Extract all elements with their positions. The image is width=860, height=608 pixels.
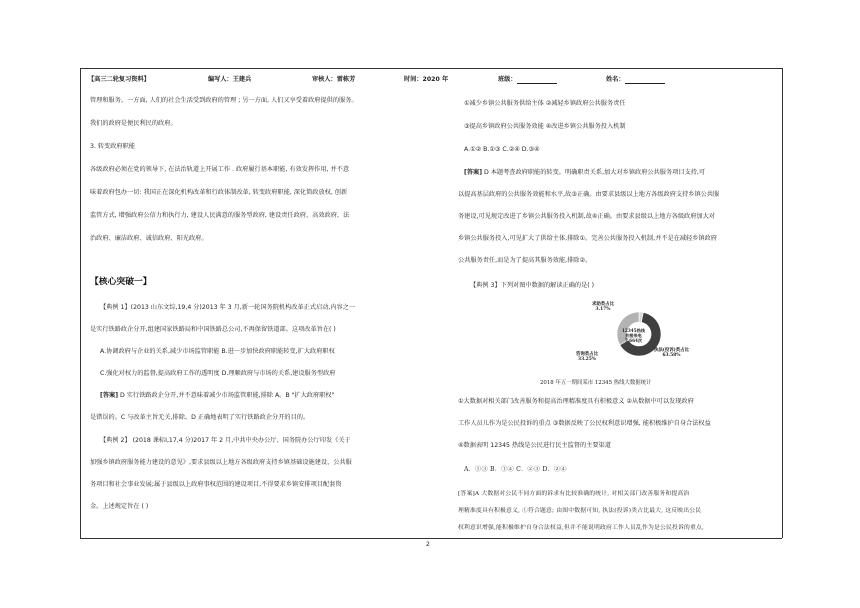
answer1-text: D 实行铁路政企分开,并不意味着减少市场监管职能,排除 A。B "扩大政府职权" bbox=[118, 392, 335, 399]
answer2-tag: [答案] bbox=[464, 169, 483, 176]
slice-label-help bbox=[592, 302, 614, 312]
left-p1-line2: 我们的政府是便民利民的政府。 bbox=[90, 120, 177, 127]
slice-enforce-name: 执法(投诉)类占比 bbox=[654, 348, 689, 353]
left-p2-line2: 味着政府包办一切: 我国正在深化机构改革和行政体制改革, 转变政府职能, 深化简政放权, 创新 bbox=[90, 189, 348, 196]
example2-line1: 【典例 2】 (2018 课标Ⅰ,17,4 分)2017 年 2 月,中共中央办公厅、国务院办公厅印发《关于 bbox=[100, 437, 351, 444]
example2-line2: 加强乡镇政府服务能力建设的意见》,要求县级以上地方各级政府支持乡镇基础设施建设、公共服 bbox=[90, 459, 352, 466]
left-p2-line3: 监管方式, 增强政府公信力和执行力, 建设人民满意的服务型政府, 建设责任政府、高效政府、法 bbox=[90, 212, 350, 219]
choices3-line: A．①③ B．①④ C．②③ D．②④ bbox=[464, 466, 567, 473]
options-line2: ③提高乡镇政府公共服务效能 ④改进乡镇公共服务投入机制 bbox=[464, 123, 626, 130]
slice-help-name: 求助类占比 bbox=[592, 302, 614, 307]
example1-options-cd: C.强化对权力的监督,提高政府工作的透明度 D.理顺政府与市场的关系,建设服务型政府 bbox=[100, 370, 336, 377]
options3-line2: 工作人员儿作为是公民投诉的重点 ③数据反映了公民权利意识增强, 能积极维护自身合法权益 bbox=[458, 420, 711, 427]
answer1-line1 bbox=[100, 392, 334, 400]
donut-center-label bbox=[622, 328, 645, 343]
reviewer: 审核人：雷栋芳 bbox=[312, 76, 356, 83]
class-blank bbox=[517, 76, 557, 84]
answer2-line4: 乡镇公共服务投入,可见扩大了供给主体,排除①。完善公共服务投入机制,并不是在减轻乡镇政府 bbox=[458, 235, 717, 242]
left-p2-line4: 治政府、廉洁政府、诚信政府、阳光政府。 bbox=[90, 235, 208, 242]
options3-line3: ④数据表明 12345 热线是公民进行民主监督的主要渠道 bbox=[458, 442, 611, 449]
frame-right-border bbox=[782, 68, 783, 538]
section-title: 【核心突破一】 bbox=[90, 277, 152, 287]
answer1-line2: 是错误的。C 与改革主旨无关,排除。D 正确地表明了实行铁路政企分开的目的。 bbox=[90, 414, 310, 421]
sub-heading: 3. 转变政府职能 bbox=[90, 143, 135, 150]
answer2-line5: 公共服务责任,而是为了提高其服务效能,排除②。 bbox=[458, 257, 592, 264]
slice-help-value: 3.17% bbox=[595, 307, 611, 312]
example2-line4: 金。上述规定旨在 ( ) bbox=[90, 503, 149, 510]
answer2-text: D 本题考查政府职能的转变。明确职责关系,加大对乡镇政府公共服务项目支持,可 bbox=[482, 169, 706, 176]
slice-label-enforce bbox=[654, 348, 689, 358]
answer3-line2: 理精准度具有积极意义, ①符合题意; 由图中数据可知, 执法(投诉)类占比最大, 这反映出公民 bbox=[458, 508, 702, 514]
frame-left-border bbox=[80, 68, 81, 538]
answer1-tag: [答案] bbox=[100, 392, 119, 399]
name-blank bbox=[625, 76, 665, 84]
hotline-donut-chart bbox=[576, 300, 694, 370]
name-label: 姓名： bbox=[606, 76, 625, 83]
frame-bottom-border bbox=[80, 538, 782, 539]
center-line1: 12345热线 bbox=[622, 328, 645, 333]
answer2-line3: 务建设,可见规定改进了乡镇公共服务投入机制,故④正确。由要求县级以上地方各级政府加大对 bbox=[458, 213, 715, 220]
slice-enforce-value: 63.58% bbox=[662, 353, 681, 358]
slice-label-consult bbox=[576, 352, 598, 362]
class-field bbox=[498, 74, 517, 83]
example2-line3: 务项目和社会事业发展;属于县级以上政府事权范围的建设项目,不得要求乡镇安排项目配套资 bbox=[90, 481, 342, 488]
example1-options-ab: A.协调政府与企业的关系,减少市场监管职能 B.进一步加快政府职能转变,扩大政府职权 bbox=[100, 348, 335, 355]
answer3-line3: 权利意识增强,能积极维护自身合法权益,但并不能说明政府工作人员乱作为是公民投诉的重点, bbox=[458, 525, 705, 531]
slice-consult-name: 咨询类占比 bbox=[576, 352, 598, 357]
document-header bbox=[88, 72, 778, 86]
example1-line1: 【典例 1】(2013 山东文综,19,4 分)2013 年 3 月,新一轮国务院机构改革正式启动,内容之一 bbox=[100, 304, 356, 311]
example3-line: 【典例 3】下列对图中数据的解读正确的是( ) bbox=[470, 282, 595, 289]
center-line3: 7 664次 bbox=[624, 338, 643, 343]
frame-top-border bbox=[80, 68, 782, 69]
left-p1-line1: 管理和服务。一方面, 人们的社会生活受到政府的管理 ; 另一方面, 人们又享受着政府提供的服务。 bbox=[90, 97, 358, 104]
time: 时间：2020 年 bbox=[404, 76, 449, 83]
options-line1: ①减少乡镇公共服务供给主体 ②减轻乡镇政府公共服务责任 bbox=[464, 100, 626, 107]
class-label: 班级： bbox=[498, 76, 517, 83]
example1-line2: 是实行铁路政企分开,组建国家铁路局和中国铁路总公司,不再保留铁道部。这项改革旨在( ) bbox=[90, 326, 336, 333]
doc-type: 【高三二轮复习资料】 bbox=[88, 76, 150, 83]
page-number: 2 bbox=[426, 541, 430, 548]
answer2-line2: 以提高基层政府的公共服务效能和水平,故③正确。由要求县级以上地方各级政府支持乡镇公共服 bbox=[458, 191, 720, 198]
choices-line: A.①② B.①③ C.②④ D.③④ bbox=[464, 146, 540, 153]
name-field bbox=[606, 74, 625, 83]
center-line2: 共接来电 bbox=[625, 333, 642, 338]
slice-consult-value: 33.25% bbox=[578, 357, 596, 362]
chart-caption: 2018 年五一期间某市 12345 热线大数据统计 bbox=[540, 380, 652, 386]
options3-line1: ①大数据对相关部门改善服务和提高治理精准度具有积极意义 ②从数据中可以发现政府 bbox=[458, 398, 694, 405]
left-p2-line1: 各级政府必须在党的领导下, 在法治轨道上开展工作 . 政府履行基本职能, 有效发挥作用, 并不意 bbox=[90, 166, 350, 173]
editor: 编写人：王建兵 bbox=[208, 76, 252, 83]
answer3-line1: [答案]A 大数据对公民不同方面的诉求有比较准确的统计, 对相关部门改善服务和提高治 bbox=[458, 491, 690, 497]
answer2-line1 bbox=[464, 169, 705, 177]
